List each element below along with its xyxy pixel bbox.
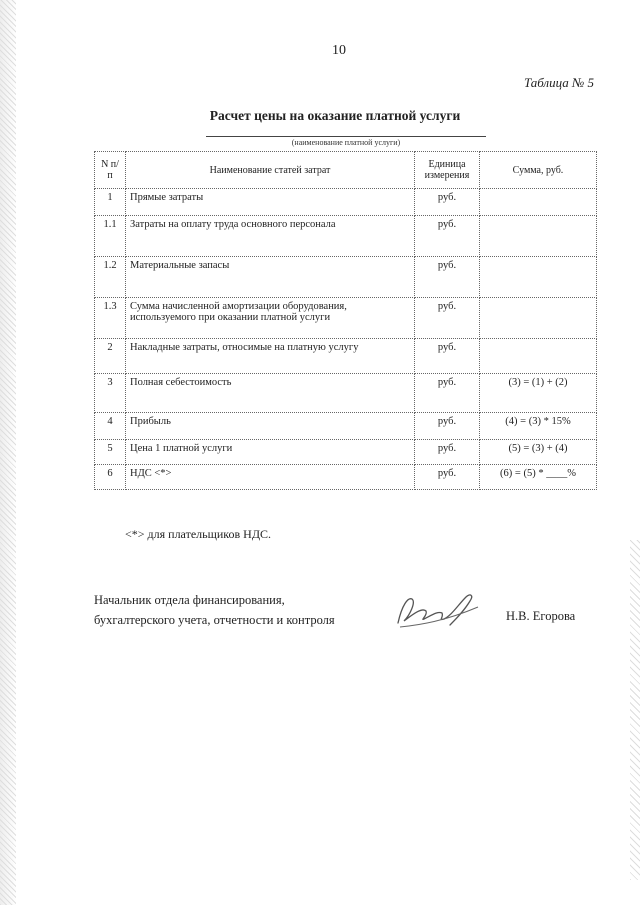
table-row <box>95 413 597 440</box>
row-unit: руб. <box>415 257 480 298</box>
row-name: НДС <*> <box>126 465 415 490</box>
document-title: Расчет цены на оказание платной услуги <box>209 108 461 123</box>
row-name: Затраты на оплату труда основного персонала <box>126 216 415 257</box>
row-name: Цена 1 платной услуги <box>126 440 415 465</box>
row-sum <box>480 339 597 374</box>
row-sum: (4) = (3) * 15% <box>480 413 597 440</box>
row-sum <box>480 189 597 216</box>
header-sum: Сумма, руб. <box>480 152 597 189</box>
page-number: 10 <box>332 43 346 58</box>
signatory-title-line2: бухгалтерского учета, отчетности и контроля <box>94 613 335 627</box>
row-unit: руб. <box>415 216 480 257</box>
cost-table <box>94 151 597 490</box>
service-name-line <box>206 136 486 147</box>
signatory-title <box>94 590 335 630</box>
row-num: 2 <box>95 339 126 374</box>
scan-edge-left <box>0 0 16 905</box>
table-row <box>95 465 597 490</box>
table-row <box>95 440 597 465</box>
header-unit: Единица измерения <box>415 152 480 189</box>
row-num: 5 <box>95 440 126 465</box>
row-name: Сумма начисленной амортизации оборудования, используемого при оказании платной услуги <box>126 298 415 339</box>
handwritten-signature <box>390 585 490 635</box>
row-unit: руб. <box>415 413 480 440</box>
header-name: Наименование статей затрат <box>126 152 415 189</box>
service-name-hint: (наименование платной услуги) <box>291 138 401 147</box>
table-row <box>95 298 597 339</box>
row-num: 3 <box>95 374 126 413</box>
row-unit: руб. <box>415 440 480 465</box>
table-reference: Таблица № 5 <box>523 75 594 90</box>
row-name: Материальные запасы <box>126 257 415 298</box>
row-sum: (6) = (5) * ____% <box>480 465 597 490</box>
scan-edge-right <box>630 540 640 880</box>
table-row <box>95 189 597 216</box>
row-sum <box>480 257 597 298</box>
table-row <box>95 374 597 413</box>
table-row <box>95 257 597 298</box>
row-unit: руб. <box>415 339 480 374</box>
row-name: Прибыль <box>126 413 415 440</box>
signatory-title-line1: Начальник отдела финансирования, <box>94 593 285 607</box>
row-name: Полная себестоимость <box>126 374 415 413</box>
row-unit: руб. <box>415 374 480 413</box>
header-num: N п/п <box>95 152 126 189</box>
row-name: Накладные затраты, относимые на платную услугу <box>126 339 415 374</box>
row-name: Прямые затраты <box>126 189 415 216</box>
signatory-name: Н.В. Егорова <box>506 609 576 623</box>
footnote: <*> для плательщиков НДС. <box>125 527 272 541</box>
row-unit: руб. <box>415 189 480 216</box>
row-num: 1.1 <box>95 216 126 257</box>
row-sum <box>480 298 597 339</box>
row-num: 4 <box>95 413 126 440</box>
row-num: 6 <box>95 465 126 490</box>
row-unit: руб. <box>415 298 480 339</box>
table-header-row <box>95 152 597 189</box>
row-num: 1.2 <box>95 257 126 298</box>
row-num: 1 <box>95 189 126 216</box>
table-row <box>95 339 597 374</box>
row-sum: (3) = (1) + (2) <box>480 374 597 413</box>
table-row <box>95 216 597 257</box>
row-unit: руб. <box>415 465 480 490</box>
row-sum: (5) = (3) + (4) <box>480 440 597 465</box>
row-sum <box>480 216 597 257</box>
row-num: 1.3 <box>95 298 126 339</box>
